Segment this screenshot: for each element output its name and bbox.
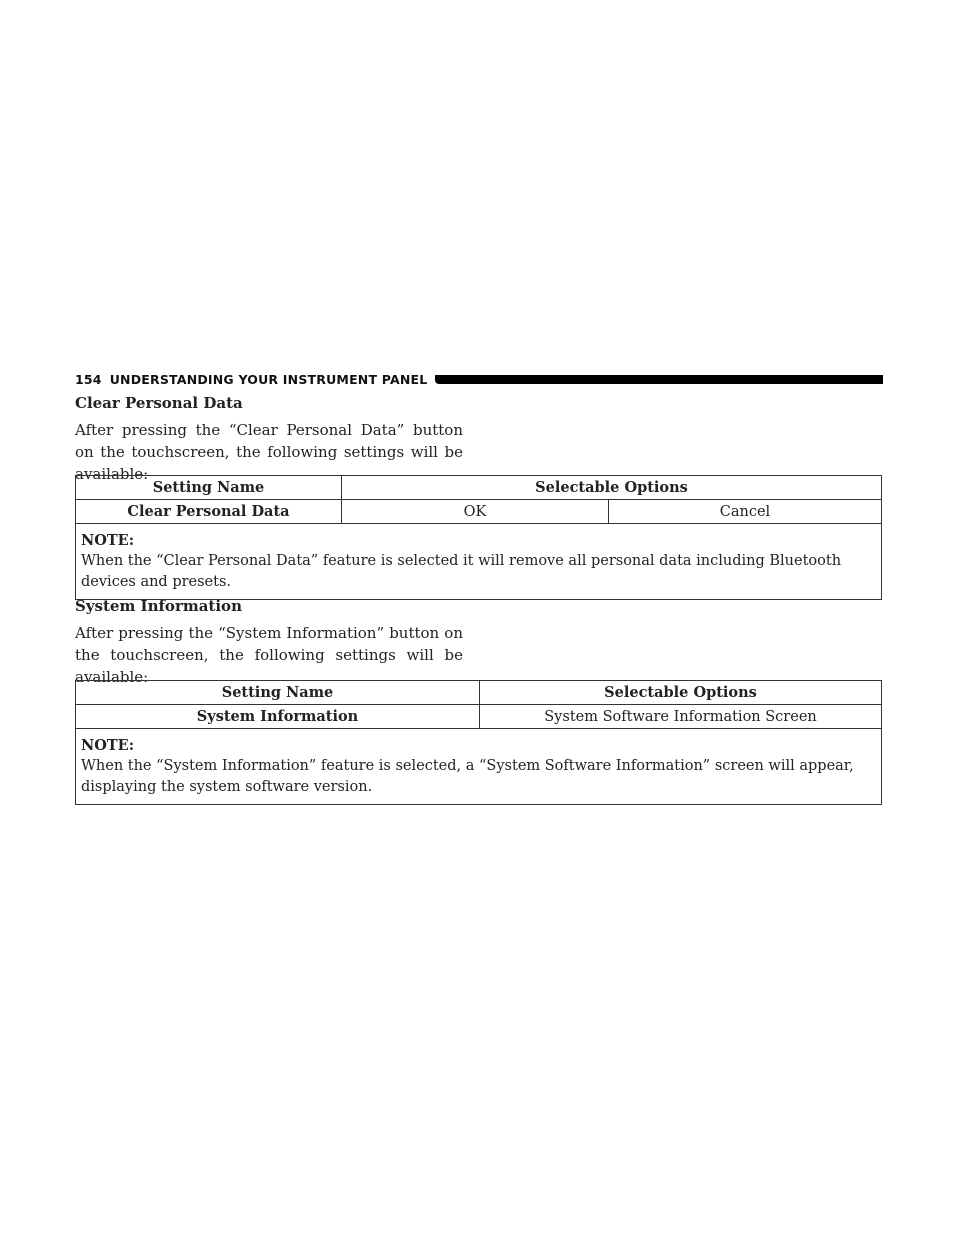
note-text: When the “Clear Personal Data” feature is selected it will remove all personal data including Bluetooth devices and presets.	[81, 553, 842, 590]
note-cell	[76, 524, 882, 600]
note-row	[76, 524, 882, 600]
note-cell	[76, 729, 882, 805]
note-label: NOTE:	[81, 532, 135, 549]
setting-name-cell: Clear Personal Data	[76, 500, 342, 524]
table-header-row	[76, 476, 882, 500]
clear-personal-data-table	[75, 475, 882, 600]
table-header-row	[76, 681, 882, 705]
page-number: 154	[75, 371, 102, 387]
option-cell: System Software Information Screen	[480, 705, 882, 729]
table-row	[76, 705, 882, 729]
clear-personal-data-intro: After pressing the “Clear Personal Data” button on the touchscreen, the following settings will be available:	[75, 421, 463, 483]
note-row	[76, 729, 882, 805]
setting-name-cell: System Information	[76, 705, 480, 729]
page-header	[75, 371, 883, 387]
option-cancel-cell: Cancel	[609, 500, 882, 524]
system-information-intro: After pressing the “System Information” button on the touchscreen, the following settings will be available:	[75, 624, 463, 686]
system-information-table	[75, 680, 882, 805]
option-ok-cell: OK	[342, 500, 609, 524]
note-label: NOTE:	[81, 737, 135, 754]
note-text: When the “System Information” feature is selected, a “System Software Information” screen will appear, displaying the system software version.	[81, 758, 854, 795]
clear-personal-data-heading: Clear Personal Data	[75, 394, 243, 412]
col-selectable-options: Selectable Options	[480, 681, 882, 705]
section-title: UNDERSTANDING YOUR INSTRUMENT PANEL	[109, 371, 428, 387]
col-setting-name: Setting Name	[76, 476, 342, 500]
col-selectable-options: Selectable Options	[342, 476, 882, 500]
system-information-heading: System Information	[75, 597, 242, 615]
header-rule	[435, 375, 883, 384]
col-setting-name: Setting Name	[76, 681, 480, 705]
table-row	[76, 500, 882, 524]
header-text	[75, 372, 427, 387]
